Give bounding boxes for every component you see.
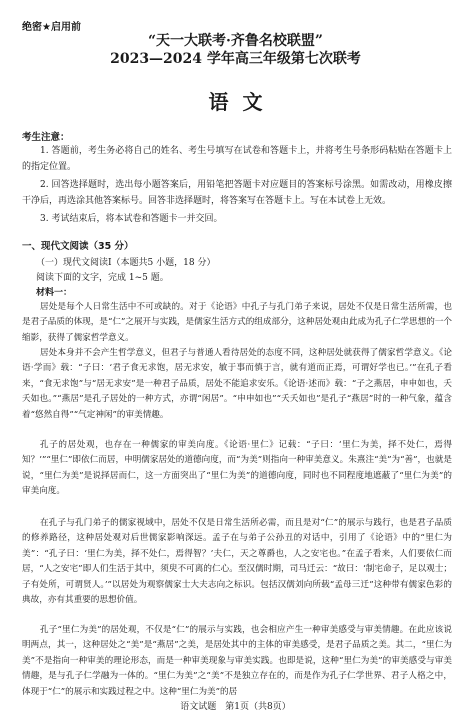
section-subtitle: （一）现代文阅读Ⅰ（本题共5 小题，18 分） — [36, 258, 216, 268]
secret-label: 绝密★启用前 — [22, 22, 81, 33]
paragraph-3: 孔子的居处观，也存在一种儒家的审美向度。《论语·里仁》记载：“子曰：‘里仁为美，择不处仁，焉得知？’”“里仁”即依仁而居，申明儒家居处的道德向度，而“为美”则指向一种审美意义。朱熹注“美”为“善”，也就是说，“里仁为美”是说择居而仁，这一方面突出了“里仁为美”的道德向度，同时也不同程度地遮蔽了“里仁为美”的审美向度。 — [22, 440, 452, 497]
material-label: 材料一： — [36, 288, 73, 298]
paragraph-4: 在孔子与孔门弟子的儒家视域中，居处不仅是日常生活所必需，而且是对“仁”的展示与践行，也是君子品质的修养路径，这种居处观对后世儒家影响深远。孟子在与弟子公孙丑的对话中，引用了《论语》中的“里仁为美”：“孔子曰：‘里仁为美，择不处仁，焉得智？’夫仁，天之尊爵也，人之安宅也。”在孟子看来，人们要依仁而居，“人之安宅”即人们生活于其中，须臾不可离的仁心。至汉儒时期，司马迁云：“故曰：‘制宅命子，足以观士；子有处所，可谓贤人。’”以居处为观察儒家士大夫志向之标识。包括汉儒刘向所载“孟母三迁”这种带有儒家色彩的典故，亦有其重要的思想价值。 — [22, 518, 452, 606]
paragraph-2: 居处本身并不会产生哲学意义，但君子与普通人看待居处的态度不同，这种居处就获得了儒家哲学意义。《论语·学而》载：“子曰：‘君子食无求饱，居无求安，敏于事而慎于言，就有道而正焉，可谓好学也已。’”在孔子看来，“食无求饱”与“居无求安”是一种君子品质，居处不能追求安乐。《论语·述而》载：“子之燕居，申申如也，夭夭如也。”“燕居”是孔子居处的一种方式，亦谓“闲居”。“申申如也”“夭夭如也”是孔子“燕居”时的一种气象，蕴含着“悠然自得”“气定神闲”的审美情趣。 — [22, 348, 452, 420]
notice-title: 考生注意： — [22, 132, 70, 143]
section-title: 一、现代文阅读（35 分） — [22, 241, 134, 252]
paragraph-1: 居处是每个人日常生活中不可或缺的。对于《论语》中孔子与孔门弟子来说，居处不仅是日常生活所需，也是君子品质的体现，是“仁”之展开与实践，是儒家生活方式的组成部分，这种居处观由此成为孔子仁学思想的一个缩影，获得了儒家哲学意义。 — [22, 302, 452, 343]
notice-item-1: 1. 答题前，考生务必将自己的姓名、考生号填写在试卷和答题卡上，并将考生号条形码粘贴在答题卡上的指定位置。 — [22, 146, 452, 172]
page-footer: 语文试题 第1页（共8页） — [180, 702, 291, 712]
notice-item-3: 3. 考试结束后，将本试卷和答题卡一并交回。 — [40, 214, 223, 224]
section-instruction: 阅读下面的文字，完成 1~5 题。 — [36, 273, 169, 283]
exam-title: “天一大联考·齐鲁名校联盟” — [148, 33, 323, 49]
notice-item-2: 2. 回答选择题时，选出每小题答案后，用铅笔把答题卡对应题目的答案标号涂黑。如需改动，用橡皮擦干净后，再选涂其他答案标号。回答非选择题时，将答案写在答题卡上。写在本试卷上无效。 — [22, 180, 452, 206]
subject-title: 语文 — [208, 90, 277, 114]
exam-subtitle: 2023—2024 学年高三年级第七次联考 — [110, 51, 361, 67]
paragraph-5: 孔子“里仁为美”的居处观，不仅是“仁”的展示与实践，也会相应产生一种审美感受与审美情趣。在此应该说明两点，其一，这种居处之“美”是“燕居”之美，是居处其中的主体的审美感受，是君子品质之美。其二，“里仁为美”不是指向一种审美的理论形态，而是一种审美现象与审美实践。也即是说，这种“里仁为美”的审美感受与审美情趣，是与孔子仁学融为一体的。“里仁为美”之“美”不是独立存在的，而是作为孔子仁学世界、君子人格之中，体现于“仁”的展示和实践过程之中。这种“里仁为美”的居 — [22, 625, 452, 697]
